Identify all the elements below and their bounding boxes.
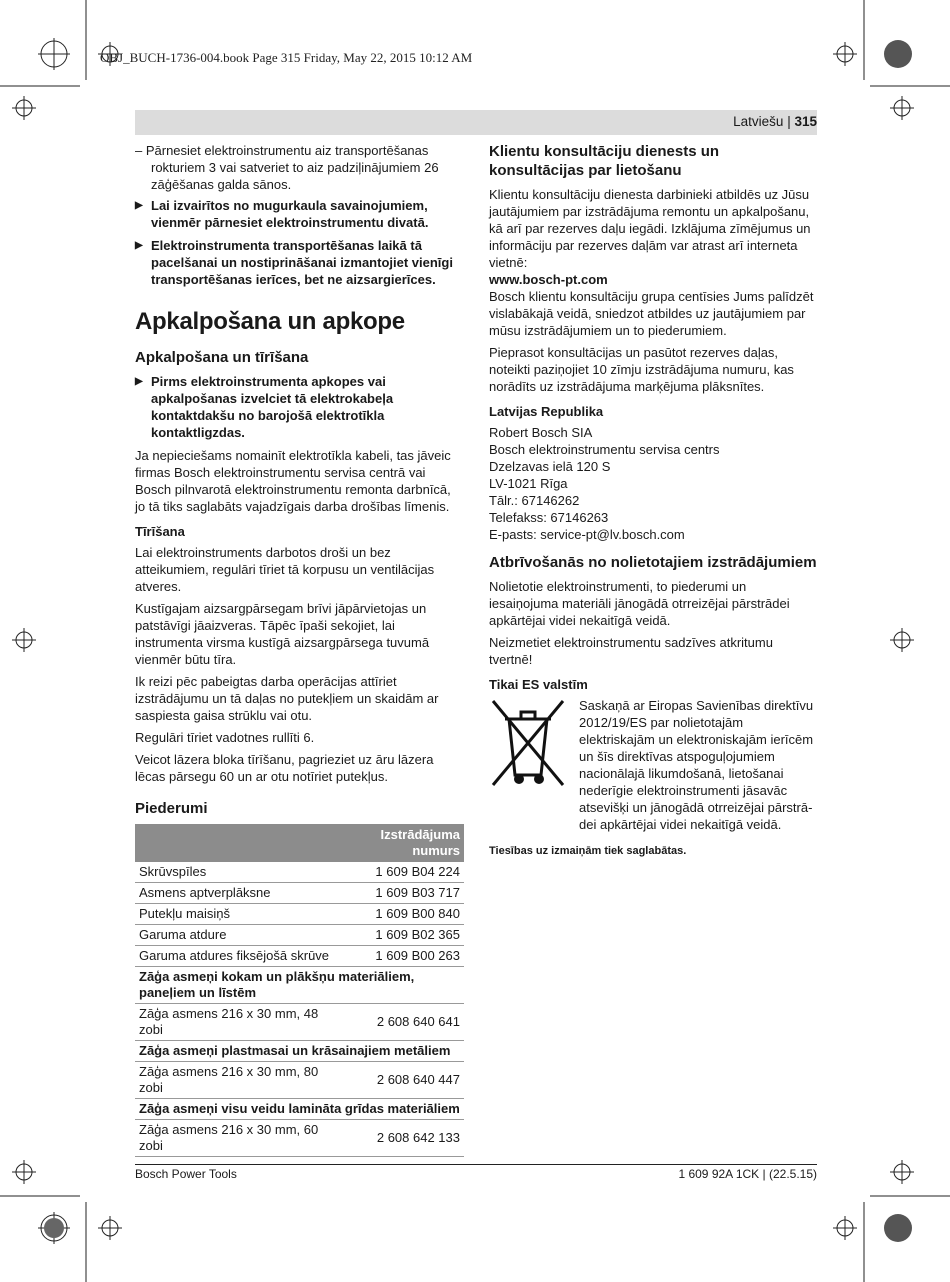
section-title-disposal: Atbrīvošanās no nolietotajiem izstrādājumiem [489, 554, 817, 571]
accessories-table [135, 824, 464, 1157]
paragraph-service: Klientu konsultāciju dienesta darbinieki atbildēs uz Jūsu jautājumiem par izstrādājuma remontu un apkalpošanu, kā arī par rezerves daļu iegādi. Izklājuma zīmējumus un informāciju par rezerves daļām var atrast arī interneta vietnē: [489, 187, 811, 270]
accessories-title: Piederumi [135, 800, 208, 817]
paragraph-dust: Ik reizi pēc pabeigtas darba operācijas attīriet izstrādājumu un tā daļas no putekļiem un skaidām ar saspiesta gaisa strūklu vai otu. [135, 674, 439, 723]
section-title-customer-service: Klientu konsultāciju dienests un konsultācijas par lietošanu [489, 143, 720, 179]
warning-spine: ▶ Lai izvairītos no mugurkaula savainojumiem, vienmēr pārnesiet elektroinstrumentu divatā. [135, 197, 464, 231]
paragraph-no-household: Neizmetiet elektroinstrumentu sadzīves atkritumu tvertnē! [489, 635, 773, 667]
table-header-number: Izstrādājuma numurs [346, 824, 464, 862]
table-row: Putekļu maisiņš 1 609 B00 840 [135, 904, 464, 925]
footer-rule [135, 1164, 817, 1165]
table-row: Asmens aptverplāksne 1 609 B03 717 [135, 883, 464, 904]
paragraph-disposal: Nolietotie elektroinstrumenti, to piederumi un iesaiņojuma materiāli jānogādā otrreizējai pārstrādei apkārtējai videi nekaitīgā veidā. [489, 579, 790, 628]
paragraph-order: Pieprasot konsultācijas un pasūtot rezerves daļas, noteikti paziņojiet 10 zīmju izstrādājuma numuru, kas norādīts uz izstrādājuma marķējuma plāksnītes. [489, 345, 794, 394]
paragraph-weee: Saskaņā ar Eiropas Savienības direktīvu 2012/19/ES par nolietotajām elektriskajām un elektroniskajām ierīcēm un šīs direktīvas atspoguļojumiem nacionālajā likumdošanā, lietošanai nederīgie elektroinstrumenti jāsavāc atsevišķi un jānogādā otrreizējai pārstrādei apkārtējai videi nekaitīgā veidā. [579, 698, 814, 832]
paragraph-roller: Regulāri tīriet vadotnes rullīti 6. [135, 730, 315, 745]
footer-brand: Bosch Power Tools [135, 1167, 237, 1181]
weee-block [489, 697, 818, 833]
table-section-row: Zāģa asmeņi kokam un plākšņu materiāliem, paneļiem un līstēm [135, 967, 464, 1004]
paragraph-help: Bosch klientu konsultāciju grupa centīsies Jums palīdzēt vislabākajā veidā, sniedzot atbildes uz jautājumiem par mūsu izstrādājumiem un to piederumiem. [489, 289, 814, 338]
paragraph-guard: Kustīgajam aizsargpārsegam brīvi jāpārvietojas un patstāvīgi jāaizveras. Tāpēc īpaši sekojiet, lai instrumenta virsma kustīgā aizsargpārsega tuvumā vienmēr būtu tīra. [135, 601, 430, 667]
header-bar [135, 110, 817, 135]
section-title-maintenance: Apkalpošana un apkope [135, 308, 405, 335]
heading-latvia: Latvijas Republika [489, 404, 604, 419]
right-column [489, 142, 818, 865]
transport-instruction: – Pārnesiet elektroinstrumentu aiz transportēšanas rokturiem 3 vai satveriet to aiz padziļinājumiem 26 zāģēšanas galda sānos. [135, 143, 439, 192]
file-slug: OBJ_BUCH-1736-004.book Page 315 Friday, May 22, 2015 10:12 AM [100, 50, 473, 65]
header-language: Latviešu [733, 114, 784, 129]
paragraph-clean-housing: Lai elektroinstruments darbotos droši un bez atteikumiem, regulāri tīriet tā korpusu un ventilācijas atveres. [135, 545, 435, 594]
subsection-title-cleaning: Apkalpošana un tīrīšana [135, 349, 309, 366]
running-header: Latviešu | 315 [733, 114, 817, 129]
crossed-bin-icon [489, 697, 567, 789]
warning-transport: ▶ Elektroinstrumenta transportēšanas laikā tā pacelšanai un nostiprināšanai izmantojiet vienīgi transportēšanas ierīces, bet ne aizsargierīces. [135, 237, 464, 288]
paragraph-cable: Ja nepieciešams nomainīt elektrotīkla kabeli, tas jāveic firmas Bosch elektroinstrumentu servisa centrā vai Bosch pilnvarotā elektroinstrumentu remonta darbnīcā, jo tā tiks saglabāts vajadzīgais darba drošības līmenis. [135, 448, 451, 514]
table-row: Skrūvspīles 1 609 B04 224 [135, 862, 464, 883]
table-row: Garuma atdures fiksējošā skrūve 1 609 B00 263 [135, 946, 464, 967]
heading-cleaning: Tīrīšana [135, 524, 185, 539]
table-row: Zāģa asmens 216 x 30 mm, 48 zobi 2 608 640 641 [135, 1004, 464, 1041]
left-column [135, 142, 464, 1157]
warning-unplug: ▶ Pirms elektroinstrumenta apkopes vai apkalpošanas izvelciet tā elektrokabeļa kontaktdakšu no barojošā elektrotīkla kontaktligzdas. [135, 373, 464, 441]
page-number: 315 [794, 114, 817, 129]
table-row: Zāģa asmens 216 x 30 mm, 80 zobi 2 608 640 447 [135, 1062, 464, 1099]
table-row: Garuma atdure 1 609 B02 365 [135, 925, 464, 946]
heading-eu-only: Tikai ES valstīm [489, 677, 588, 692]
website-link[interactable]: www.bosch-pt.com [489, 272, 608, 287]
paragraph-laser: Veicot lāzera bloka tīrīšanu, pagrieziet uz āru lāzera lēcas pārsegu 60 un ar otu notīriet putekļus. [135, 752, 434, 784]
table-row: Zāģa asmens 216 x 30 mm, 60 zobi 2 608 642 133 [135, 1120, 464, 1157]
address-block: Robert Bosch SIA Bosch elektroinstrumentu servisa centrs Dzelzavas ielā 120 S LV-1021 Rīga Tālr.: 67146262 Telefakss: 67146263 E-pasts: service-pt@lv.bosch.com [489, 425, 720, 542]
rights-reserved-note: Tiesības uz izmaiņām tiek saglabātas. [489, 845, 687, 857]
footer-doc-number: 1 609 92A 1CK | (22.5.15) [678, 1167, 817, 1181]
table-section-row: Zāģa asmeņi visu veidu lamināta grīdas materiāliem [135, 1099, 464, 1120]
table-section-row: Zāģa asmeņi plastmasai un krāsainajiem metāliem [135, 1041, 464, 1062]
